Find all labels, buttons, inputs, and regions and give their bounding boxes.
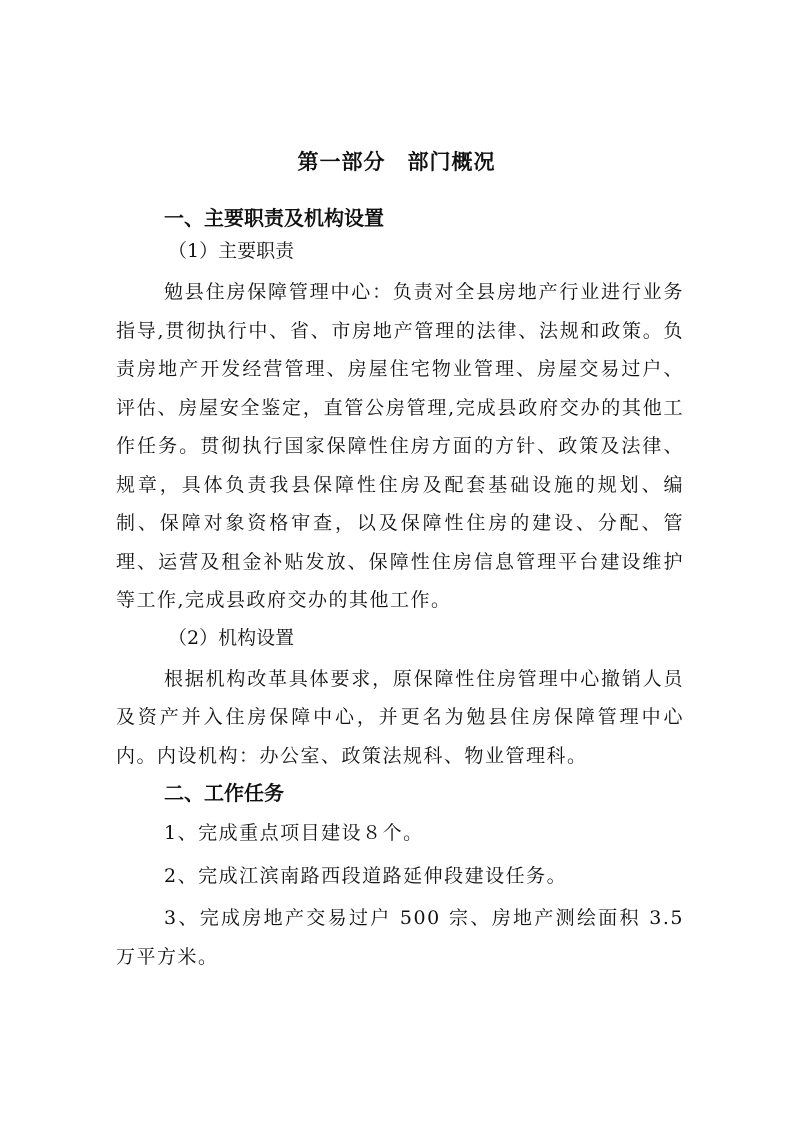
task-item-1: 1、完成重点项目建设８个。 [164,822,424,844]
duties-paragraph: 勉县住房保障管理中心：负责对全县房地产行业进行业务指导,贯彻执行中、省、市房地产管理的法律、法规和政策。负责房地产开发经营管理、房屋住宅物业管理、房屋交易过户、评估、房屋安全鉴定，直管公房管理,完成县政府交办的其他工作任务。贯彻执行国家保障性住房方面的方针、政策及法律、规章，具体负责我县保障性住房及配套基础设施的规划、编制、保障对象资格审查，以及保障性住房的建设、分配、管理、运营及租金补贴发放、保障性住房信息管理平台建设维护等工作,完成县政府交办的其他工作。 [116,281,684,611]
section-heading-responsibilities: 一、主要职责及机构设置 [164,206,384,230]
document-body [116,206,684,980]
subsection-heading-organization: （2）机构设置 [168,626,295,649]
task-item-2: 2、完成江滨南路西段道路延伸段建设任务。 [164,864,568,887]
organization-paragraph: 根据机构改革具体要求，原保障性住房管理中心撤销人员及资产并入住房保障中心，并更名为勉县住房保障管理中心内。内设机构：办公室、政策法规科、物业管理科。 [116,667,684,767]
subsection-heading-duties: （1）主要职责 [168,240,295,262]
page-title: 第一部分 部门概况 [297,150,496,174]
section-heading-tasks: 二、工作任务 [164,781,284,805]
task-item-3: 3、完成房地产交易过户 500 宗、房地产测绘面积 3.5 万平方米。 [116,907,684,968]
